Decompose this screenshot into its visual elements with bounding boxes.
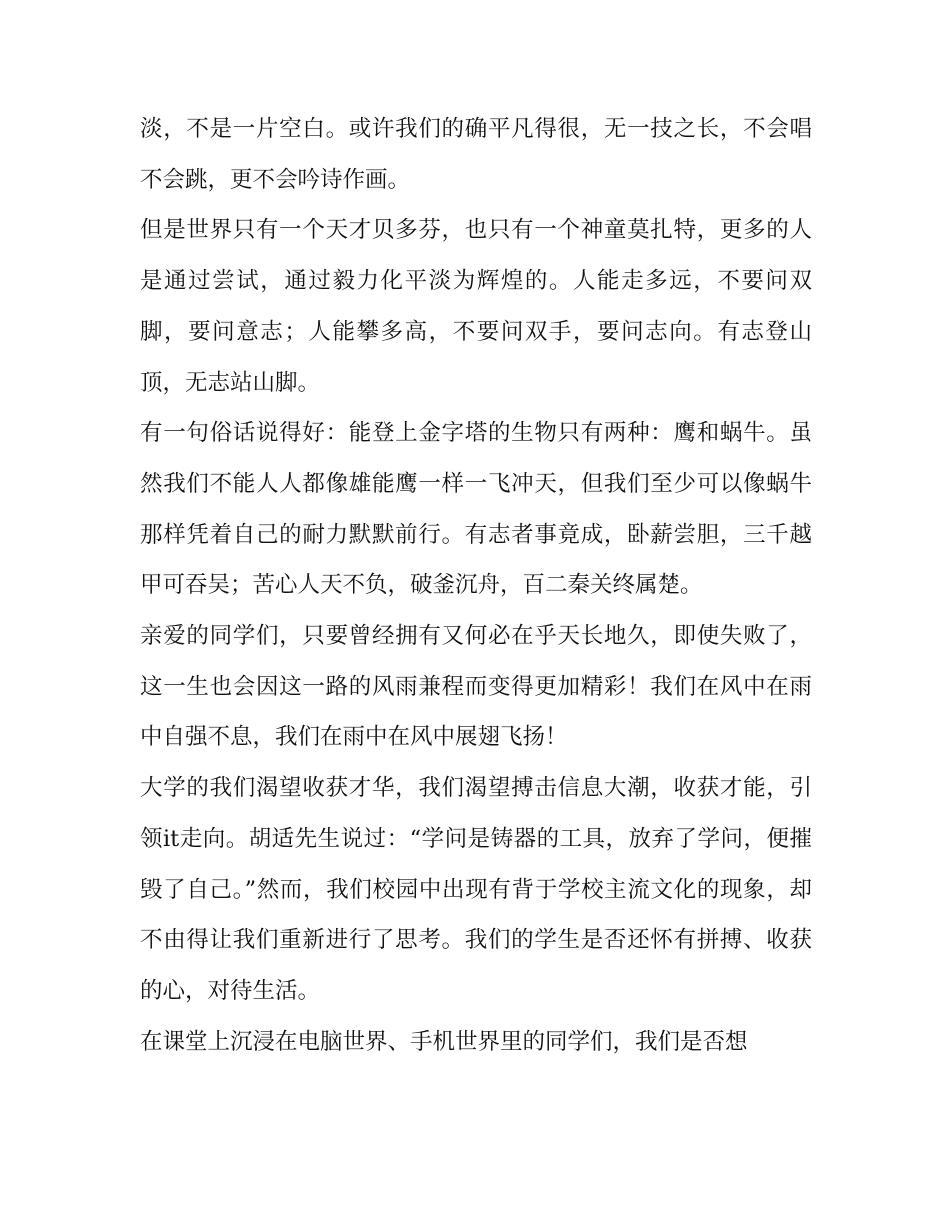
paragraph-3: 有一句俗话说得好：能登上金字塔的生物只有两种：鹰和蜗牛。虽然我们不能人人都像雄能鹰一样一飞冲天，但我们至少可以像蜗牛那样凭着自己的耐力默默前行。有志者事竟成，卧薪尝胆，三千越甲可吞吴；苦心人天不负，破釜沉舟，百二秦关终属楚。	[140, 420, 812, 599]
paragraph-4: 亲爱的同学们，只要曾经拥有又何必在乎天长地久，即使失败了，这一生也会因这一路的风雨兼程而变得更加精彩！我们在风中在雨中自强不息，我们在雨中在风中展翅飞扬！	[140, 623, 812, 751]
paragraph-2: 但是世界只有一个天才贝多芬，也只有一个神童莫扎特，更多的人是通过尝试，通过毅力化平淡为辉煌的。人能走多远，不要问双脚，要问意志；人能攀多高，不要问双手，要问志向。有志登山顶，无志站山脚。	[140, 217, 812, 396]
document-body	[140, 104, 812, 1067]
paragraph-5: 大学的我们渴望收获才华，我们渴望搏击信息大潮，收获才能，引领it走向。胡适先生说过：“学问是铸器的工具，放弃了学问，便摧毁了自己。”然而，我们校园中出现有背于学校主流文化的现象，却不由得让我们重新进行了思考。我们的学生是否还怀有拼搏、收获的心，对待生活。	[140, 775, 812, 1004]
paragraph-1: 淡，不是一片空白。或许我们的确平凡得很，无一技之长，不会唱不会跳，更不会吟诗作画。	[140, 116, 812, 193]
paragraph-6: 在课堂上沉浸在电脑世界、手机世界里的同学们，我们是否想	[140, 1028, 748, 1055]
